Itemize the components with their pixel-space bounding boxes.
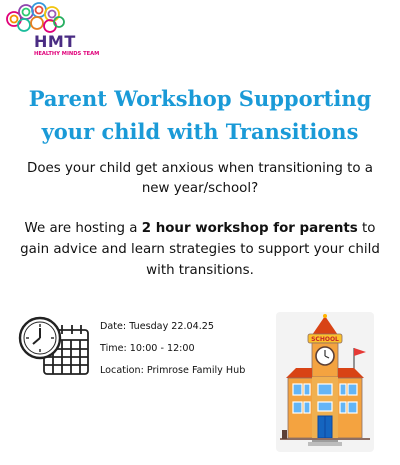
- logo-subtitle: HEALTHY MINDS TEAM: [34, 51, 100, 57]
- logo-text: HMT: [34, 32, 76, 51]
- question-line-1: Does your child get anxious when transitioning to a: [27, 161, 373, 176]
- announcement-emphasis: 2 hour workshop for parents: [141, 221, 358, 236]
- announcement-text-end: to: [357, 221, 376, 236]
- event-date: Date: Tuesday 22.04.25: [100, 321, 215, 332]
- title-line-1: Parent Workshop Supporting: [28, 86, 372, 111]
- announcement-line-1: [0, 218, 400, 239]
- question-line-2: new year/school?: [141, 181, 259, 196]
- hmt-logo: [4, 2, 114, 62]
- announcement-text: We are hosting a: [24, 221, 142, 236]
- event-location: Location: Primrose Family Hub: [100, 365, 246, 376]
- clock-calendar-icon: [18, 314, 92, 378]
- announcement-line-3: with transitions.: [146, 263, 254, 278]
- school-sign-text: SCHOOL: [311, 336, 339, 343]
- brain-swirl-icon: [4, 2, 66, 36]
- announcement-line-2: gain advice and learn strategies to support your child: [20, 242, 380, 257]
- school-building-image: [276, 312, 374, 452]
- event-time: Time: 10:00 - 12:00: [100, 343, 195, 354]
- title-line-2: your child with Transitions: [41, 119, 359, 144]
